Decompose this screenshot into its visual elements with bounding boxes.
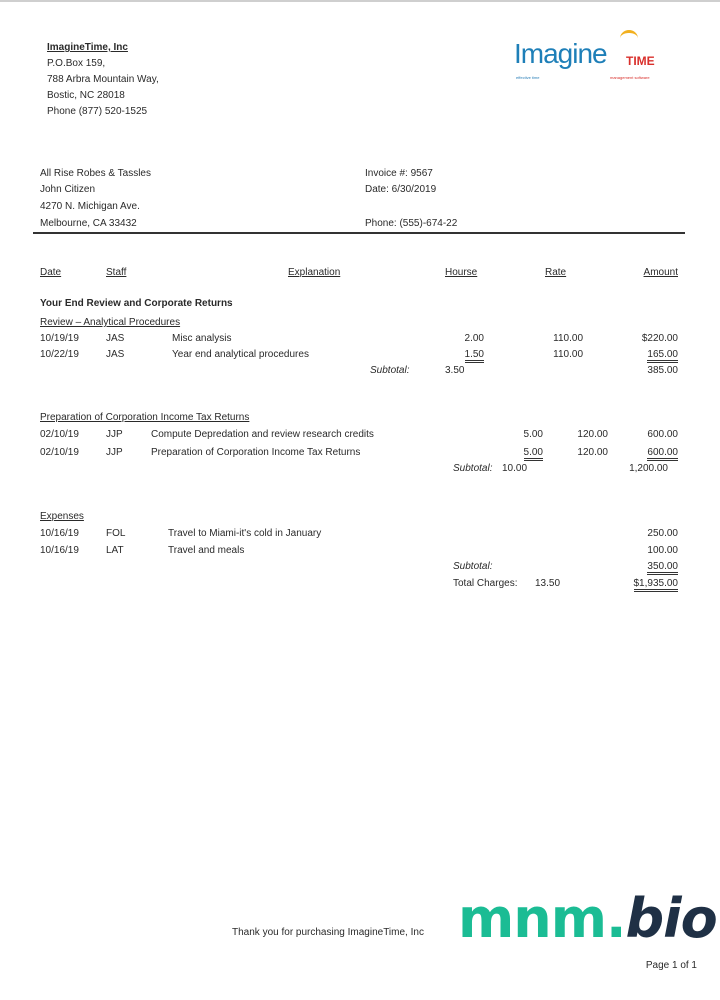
logo-text: Imagine — [514, 38, 607, 69]
client-street: 4270 N. Michigan Ave. — [40, 201, 140, 212]
row-date: 10/16/19 — [40, 528, 79, 539]
subtotal-amount: 1,200.00 — [629, 463, 668, 474]
subtotal-hours: 3.50 — [445, 365, 465, 376]
row-amount: 600.00 — [647, 447, 678, 461]
page-number: Page 1 of 1 — [645, 960, 697, 971]
row-rate: 110.00 — [553, 349, 583, 360]
row-date: 02/10/19 — [40, 447, 79, 458]
row-amount: $220.00 — [641, 333, 678, 344]
row-staff: JJP — [106, 447, 123, 458]
row-explanation: Travel to Miami-it's cold in January — [168, 528, 322, 539]
row-staff: FOL — [106, 528, 126, 539]
row-date: 10/19/19 — [40, 333, 79, 344]
client-phone: Phone: (555)-674-22 — [365, 218, 458, 229]
group-title: Expenses — [40, 511, 84, 522]
logo-tagline: effective time — [516, 75, 540, 80]
row-amount: 165.00 — [647, 349, 678, 363]
subtotal-amount: 350.00 — [647, 561, 678, 575]
row-amount: 100.00 — [647, 545, 678, 556]
company-phone: Phone (877) 520-1525 — [47, 106, 148, 117]
subtotal-hours: 10.00 — [502, 463, 528, 474]
row-explanation: Travel and meals — [168, 545, 245, 556]
client-city: Melbourne, CA 33432 — [40, 218, 137, 229]
subtotal-label: Subtotal: — [453, 463, 493, 474]
header-rate: Rate — [545, 267, 567, 278]
company-address-line: Bostic, NC 28018 — [47, 90, 125, 101]
company-address-line: 788 Arbra Mountain Way, — [47, 74, 159, 85]
row-staff: JJP — [106, 429, 123, 440]
watermark-text: mnm. — [458, 887, 626, 950]
row-hours: 2.00 — [464, 333, 484, 344]
row-hours: 5.00 — [523, 429, 543, 440]
header-amount: Amount — [643, 267, 678, 278]
invoice-date: Date: 6/30/2019 — [365, 184, 437, 195]
row-amount: 250.00 — [647, 528, 678, 539]
row-amount: 600.00 — [647, 429, 678, 440]
row-explanation: Misc analysis — [172, 333, 232, 344]
row-rate: 120.00 — [577, 447, 608, 458]
row-staff: JAS — [106, 333, 125, 344]
logo-swoosh-icon — [620, 30, 638, 47]
row-rate: 120.00 — [577, 429, 608, 440]
row-date: 02/10/19 — [40, 429, 79, 440]
company-address-line: P.O.Box 159, — [47, 58, 106, 69]
row-explanation: Compute Depredation and review research credits — [151, 429, 374, 440]
header-date: Date — [40, 267, 62, 278]
row-hours: 1.50 — [465, 349, 484, 363]
invoice-number: Invoice #: 9567 — [365, 168, 433, 179]
row-date: 10/16/19 — [40, 545, 79, 556]
client-company: All Rise Robes & Tassles — [40, 168, 151, 179]
total-amount: $1,935.00 — [634, 578, 679, 592]
imaginetime-logo — [514, 30, 674, 86]
header-staff: Staff — [106, 267, 127, 278]
row-staff: LAT — [106, 545, 124, 556]
client-contact: John Citizen — [40, 184, 96, 195]
company-name: ImagineTime, Inc — [47, 42, 128, 53]
row-staff: JAS — [106, 349, 125, 360]
divider — [33, 232, 685, 234]
subtotal-label: Subtotal: — [453, 561, 493, 572]
logo-time-text: TIME — [626, 54, 655, 68]
header-hours: Hourse — [445, 267, 478, 278]
row-hours: 5.00 — [524, 447, 543, 461]
subtotal-amount: 385.00 — [647, 365, 678, 376]
group-title: Review – Analytical Procedures — [40, 317, 181, 328]
row-explanation: Preparation of Corporation Income Tax Returns — [151, 447, 361, 458]
row-rate: 110.00 — [553, 333, 583, 344]
footer-thanks: Thank you for purchasing ImagineTime, Inc — [232, 927, 424, 938]
logo-tagline: management software — [610, 75, 650, 80]
row-explanation: Year end analytical procedures — [172, 349, 309, 360]
subtotal-label: Subtotal: — [370, 365, 410, 376]
watermark-text: bio — [625, 887, 717, 950]
total-label: Total Charges: — [453, 578, 518, 589]
section-title: Your End Review and Corporate Returns — [40, 298, 233, 309]
header-explanation: Explanation — [288, 267, 341, 278]
watermark — [458, 887, 717, 950]
total-hours: 13.50 — [535, 578, 561, 589]
group-title: Preparation of Corporation Income Tax Returns — [40, 412, 250, 423]
row-date: 10/22/19 — [40, 349, 79, 360]
